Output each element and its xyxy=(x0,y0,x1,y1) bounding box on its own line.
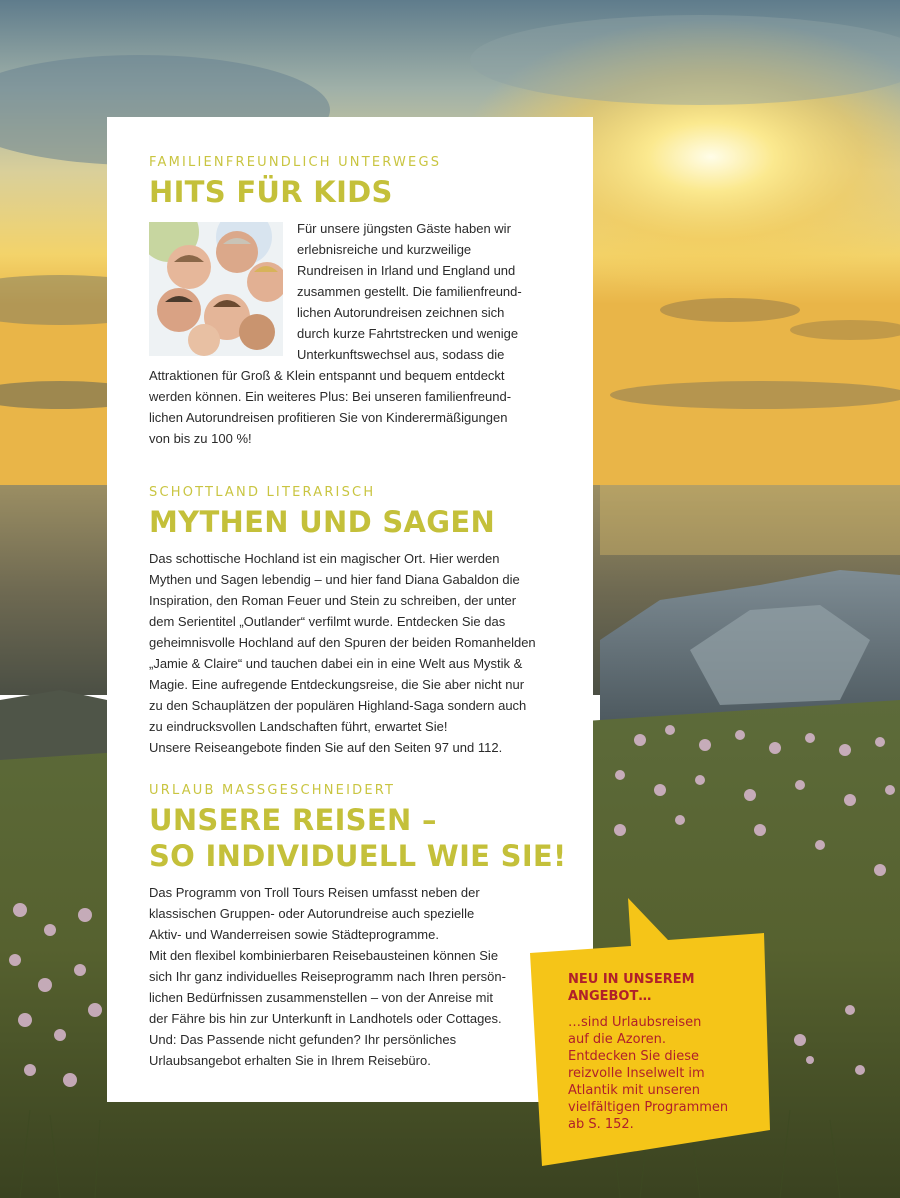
section-hits-fuer-kids xyxy=(149,155,551,485)
section-body-side: Für unsere jüngsten Gäste haben wir erlebnisreiche und kurzweilige Rundreisen in Irland und England und zusammen gestellt. Die familienfreund- lichen Autorundreisen zeichnen sich durch kurze Fahrtstrecken und wenige Unterkunftswechsel aus, sodass die xyxy=(297,221,522,362)
section-kicker: SCHOTTLAND LITERARISCH xyxy=(149,485,376,500)
section-headline-line-1: UNSERE REISEN – xyxy=(149,803,437,837)
badge-title: NEU IN UNSEREM ANGEBOT… xyxy=(568,972,695,1004)
article-panel xyxy=(107,117,593,1102)
new-offer-badge xyxy=(528,898,778,1173)
section-body: Das Programm von Troll Tours Reisen umfasst neben der klassischen Gruppen- oder Autorundreise auch spezielle Aktiv- und Wanderreisen sowie Städteprogramme. Mit den flexibel kombinierbaren Reisebausteinen können Sie sich Ihr ganz individuelles Reiseprogramm nach Ihren persön- lichen Bedürfnissen zusammenstellen – von der Anreise mit der Fähre bis hin zur Unterkunft in Landhotels oder Cottages. Und: Das Passende nicht gefunden? Ihr persönliches Urlaubsangebot erhalten Sie in Ihrem Reisebüro. xyxy=(149,885,506,1068)
section-body: Das schottische Hochland ist ein magischer Ort. Hier werden Mythen und Sagen lebendig – und hier fand Diana Gabaldon die Inspiration, den Roman Feuer und Stein zu schreiben, der unter dem Serientitel „Outlander“ verfilmt wurde. Entdecken Sie das geheimnisvolle Hochland auf den Spuren der beiden Romanhelden „Jamie & Claire“ und tauchen dabei ein in eine Welt aus Mystik & Magie. Eine aufregende Entdeckungsreise, die Sie aber nicht nur zu den Schauplätzen der populären Highland-Saga sondern auch zu eindrucksvollen Landschaften führt, erwartet Sie! Unsere Reiseangebote finden Sie auf den Seiten 97 und 112. xyxy=(149,551,536,755)
badge-text: …sind Urlaubsreisen auf die Azoren. Entdecken Sie diese reizvolle Inselwelt im Atlantik mit unseren vielfältigen Programmen ab S. 152. xyxy=(568,1015,729,1132)
section-headline-line-2: SO INDIVIDUELL WIE SIE! xyxy=(149,839,567,873)
section-headline: MYTHEN UND SAGEN xyxy=(149,505,496,539)
section-mythen-und-sagen xyxy=(149,485,551,783)
section-kicker: URLAUB MASSGESCHNEIDERT xyxy=(149,783,396,798)
family-photo xyxy=(149,222,283,356)
section-headline: HITS FÜR KIDS xyxy=(149,175,393,209)
section-kicker: FAMILIENFREUNDLICH UNTERWEGS xyxy=(149,155,442,170)
section-body: Attraktionen für Groß & Klein entspannt und bequem entdeckt werden können. Ein weiteres Plus: Bei unseren familienfreund- lichen Autorundreisen profitieren Sie von Kinderermäßigungen von bis zu 100 %! xyxy=(149,368,512,446)
section-unsere-reisen xyxy=(149,783,567,1071)
